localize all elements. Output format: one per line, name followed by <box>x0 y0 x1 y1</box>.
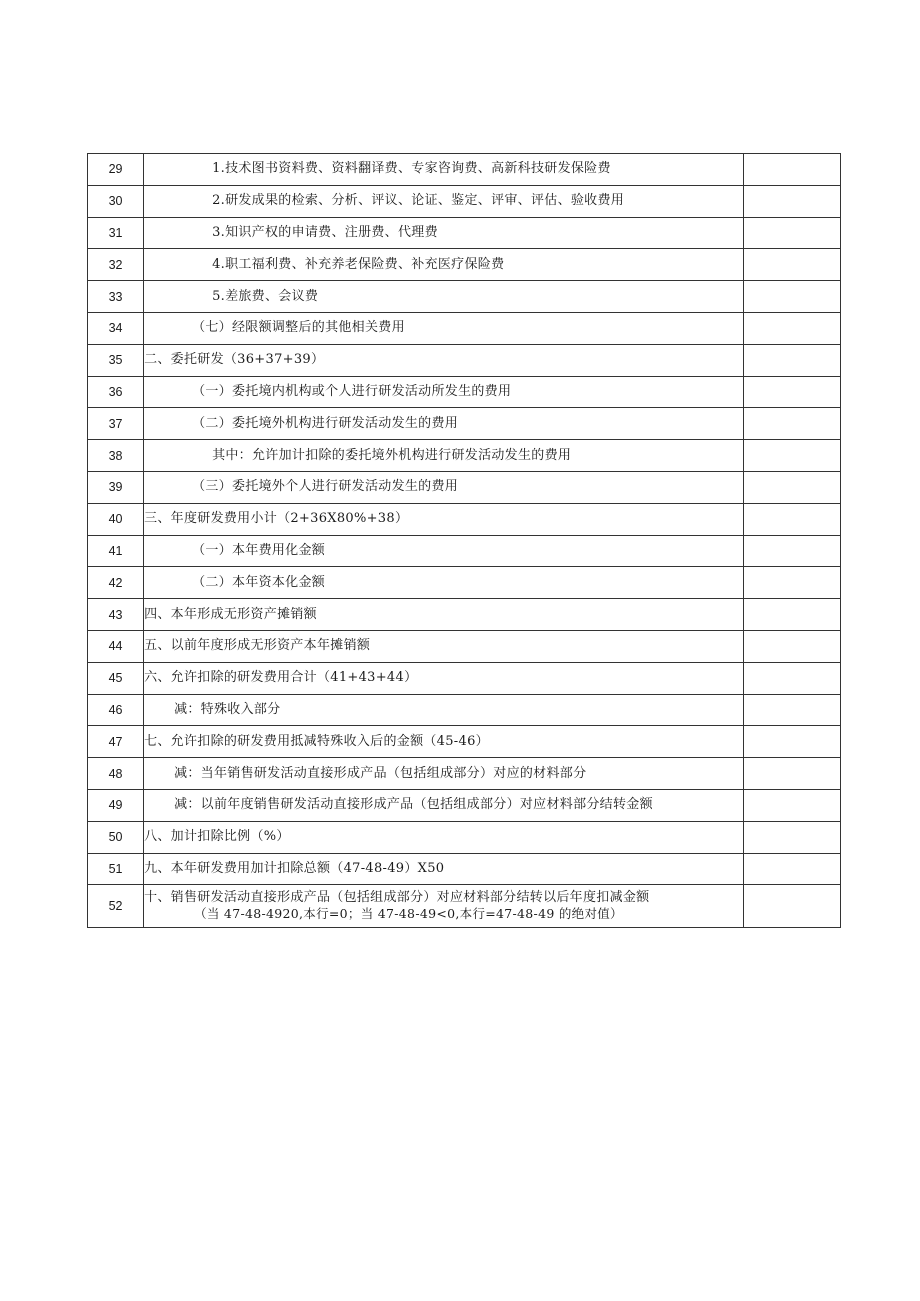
table-row <box>88 567 841 599</box>
table-row <box>88 471 841 503</box>
row-number: 40 <box>88 503 144 535</box>
table-row <box>88 789 841 821</box>
row-item-label: （一）委托境内机构或个人进行研发活动所发生的费用 <box>144 376 744 408</box>
row-amount-cell[interactable] <box>743 694 840 726</box>
row-item-label-line2: （当 47-48-4920,本行=0；当 47-48-49<0,本行=47-48-49 的绝对值） <box>194 906 623 922</box>
row-number: 43 <box>88 599 144 631</box>
row-amount-cell[interactable] <box>743 249 840 281</box>
row-item-label: 四、本年形成无形资产摊销额 <box>144 599 744 631</box>
table-row <box>88 694 841 726</box>
table-row <box>88 885 841 928</box>
table-row <box>88 758 841 790</box>
row-item-label <box>144 885 744 928</box>
row-item-label: （七）经限额调整后的其他相关费用 <box>144 312 744 344</box>
row-amount-cell[interactable] <box>743 853 840 885</box>
row-item-label: 七、允许扣除的研发费用抵减特殊收入后的金额（45-46） <box>144 726 744 758</box>
table-row <box>88 376 841 408</box>
row-amount-cell[interactable] <box>743 154 840 186</box>
row-item-label: 减：以前年度销售研发活动直接形成产品（包括组成部分）对应材料部分结转金额 <box>144 789 744 821</box>
row-item-label: 3.知识产权的申请费、注册费、代理费 <box>144 217 744 249</box>
row-number: 33 <box>88 281 144 313</box>
row-number: 51 <box>88 853 144 885</box>
row-number: 35 <box>88 344 144 376</box>
row-amount-cell[interactable] <box>743 535 840 567</box>
table-row <box>88 217 841 249</box>
row-amount-cell[interactable] <box>743 599 840 631</box>
row-item-label-line1: 十、销售研发活动直接形成产品（包括组成部分）对应材料部分结转以后年度扣减金额 <box>144 890 650 906</box>
row-number: 34 <box>88 312 144 344</box>
table-row <box>88 185 841 217</box>
row-amount-cell[interactable] <box>743 630 840 662</box>
row-amount-cell[interactable] <box>743 758 840 790</box>
row-amount-cell[interactable] <box>743 821 840 853</box>
row-number: 29 <box>88 154 144 186</box>
row-item-label: 2.研发成果的检索、分析、评议、论证、鉴定、评审、评估、验收费用 <box>144 185 744 217</box>
table-row <box>88 312 841 344</box>
row-item-label: 九、本年研发费用加计扣除总额（47-48-49）X50 <box>144 853 744 885</box>
row-item-label: 减：特殊收入部分 <box>144 694 744 726</box>
row-number: 39 <box>88 471 144 503</box>
row-amount-cell[interactable] <box>743 471 840 503</box>
table-row <box>88 599 841 631</box>
table-row <box>88 344 841 376</box>
row-number: 49 <box>88 789 144 821</box>
row-number: 47 <box>88 726 144 758</box>
row-number: 48 <box>88 758 144 790</box>
row-item-label: 其中：允许加计扣除的委托境外机构进行研发活动发生的费用 <box>144 440 744 472</box>
row-number: 32 <box>88 249 144 281</box>
row-number: 36 <box>88 376 144 408</box>
table-row <box>88 408 841 440</box>
row-amount-cell[interactable] <box>743 789 840 821</box>
row-item-label: （三）委托境外个人进行研发活动发生的费用 <box>144 471 744 503</box>
row-amount-cell[interactable] <box>743 217 840 249</box>
row-number: 30 <box>88 185 144 217</box>
table-row <box>88 503 841 535</box>
row-number: 38 <box>88 440 144 472</box>
table-row <box>88 281 841 313</box>
table-row <box>88 630 841 662</box>
row-amount-cell[interactable] <box>743 440 840 472</box>
row-amount-cell[interactable] <box>743 662 840 694</box>
row-amount-cell[interactable] <box>743 503 840 535</box>
row-item-label: 5.差旅费、会议费 <box>144 281 744 313</box>
row-amount-cell[interactable] <box>743 312 840 344</box>
table-row <box>88 535 841 567</box>
table-row <box>88 154 841 186</box>
rd-expense-table <box>87 153 841 928</box>
row-amount-cell[interactable] <box>743 567 840 599</box>
row-item-label: 六、允许扣除的研发费用合计（41+43+44） <box>144 662 744 694</box>
row-item-label: 三、年度研发费用小计（2+36X80%+38） <box>144 503 744 535</box>
table-row <box>88 821 841 853</box>
row-item-label: 减：当年销售研发活动直接形成产品（包括组成部分）对应的材料部分 <box>144 758 744 790</box>
row-amount-cell[interactable] <box>743 376 840 408</box>
row-item-label: 1.技术图书资料费、资料翻译费、专家咨询费、高新科技研发保险费 <box>144 154 744 186</box>
row-item-label: 二、委托研发（36+37+39） <box>144 344 744 376</box>
table-row <box>88 249 841 281</box>
row-item-label: 五、以前年度形成无形资产本年摊销额 <box>144 630 744 662</box>
row-item-label: 4.职工福利费、补充养老保险费、补充医疗保险费 <box>144 249 744 281</box>
row-number: 52 <box>88 885 144 928</box>
table-row <box>88 853 841 885</box>
table-row <box>88 440 841 472</box>
row-number: 45 <box>88 662 144 694</box>
table-row <box>88 726 841 758</box>
row-amount-cell[interactable] <box>743 185 840 217</box>
table-row <box>88 662 841 694</box>
row-item-label: （二）委托境外机构进行研发活动发生的费用 <box>144 408 744 440</box>
row-number: 50 <box>88 821 144 853</box>
row-item-label: 八、加计扣除比例（%） <box>144 821 744 853</box>
row-number: 46 <box>88 694 144 726</box>
row-number: 37 <box>88 408 144 440</box>
row-number: 44 <box>88 630 144 662</box>
row-amount-cell[interactable] <box>743 281 840 313</box>
row-amount-cell[interactable] <box>743 408 840 440</box>
row-item-label: （一）本年费用化金额 <box>144 535 744 567</box>
row-number: 41 <box>88 535 144 567</box>
row-amount-cell[interactable] <box>743 885 840 928</box>
table-body <box>88 154 841 928</box>
row-number: 31 <box>88 217 144 249</box>
row-item-label: （二）本年资本化金额 <box>144 567 744 599</box>
row-amount-cell[interactable] <box>743 344 840 376</box>
row-amount-cell[interactable] <box>743 726 840 758</box>
row-number: 42 <box>88 567 144 599</box>
